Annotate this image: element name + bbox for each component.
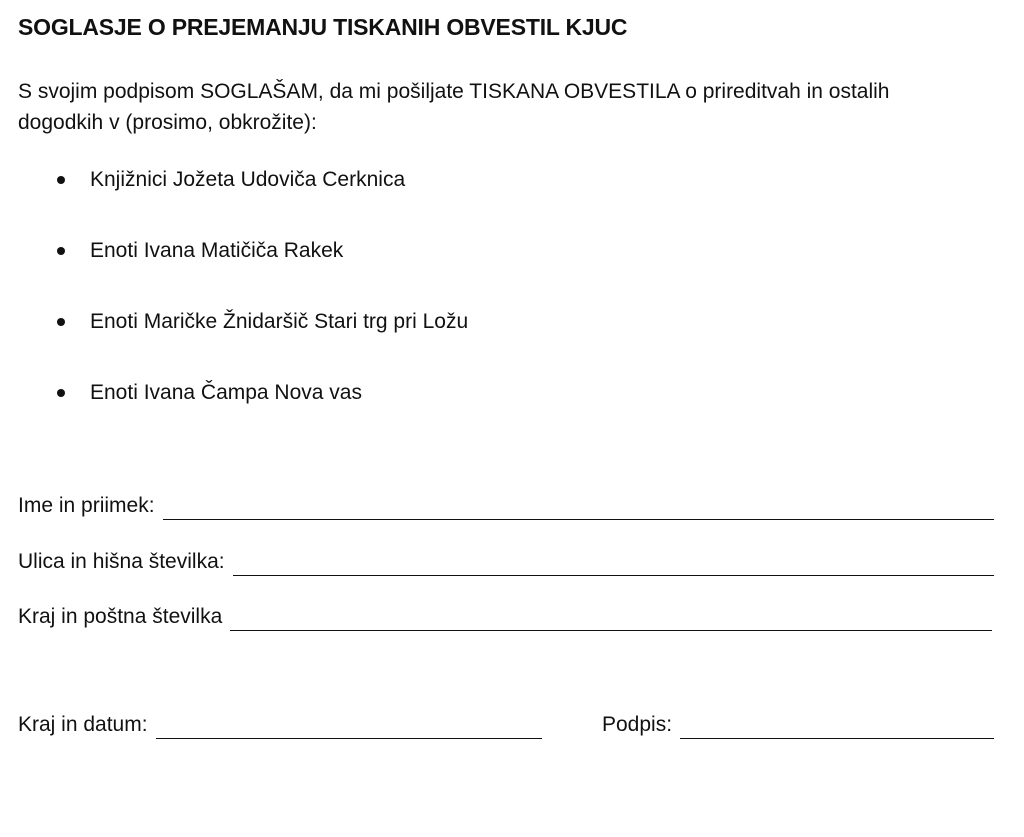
city-label: Kraj in poštna številka [18, 605, 223, 628]
signature-field-row [602, 711, 994, 739]
name-input-line[interactable] [163, 497, 994, 520]
option-label: Enoti Ivana Matičiča Rakek [90, 239, 344, 262]
option-label: Enoti Maričke Žnidaršič Stari trg pri Ložu [90, 310, 469, 333]
name-label: Ime in priimek: [18, 494, 155, 517]
place-date-input-line[interactable] [156, 716, 542, 739]
city-field-row [18, 603, 992, 631]
place-date-label: Kraj in datum: [18, 713, 148, 736]
bullet-icon [57, 318, 65, 326]
option-label: Knjižnici Jožeta Udoviča Cerknica [90, 168, 406, 191]
place-date-field-row [18, 711, 542, 739]
bullet-icon [57, 176, 65, 184]
intro-paragraph: S svojim podpisom SOGLAŠAM, da mi pošiljate TISKANA OBVESTILA o prireditvah in ostalih dogodkih v (prosimo, obkrožite): [18, 80, 890, 134]
name-field-row [18, 492, 994, 520]
form-title: SOGLASJE O PREJEMANJU TISKANIH OBVESTIL KJUC [18, 14, 628, 40]
bullet-icon [57, 389, 65, 397]
signature-label: Podpis: [602, 713, 673, 736]
street-label: Ulica in hišna številka: [18, 550, 225, 573]
city-input-line[interactable] [230, 608, 992, 631]
signature-input-line[interactable] [680, 716, 994, 739]
street-input-line[interactable] [233, 553, 994, 576]
bullet-icon [57, 247, 65, 255]
option-label: Enoti Ivana Čampa Nova vas [90, 381, 362, 404]
street-field-row [18, 548, 994, 576]
